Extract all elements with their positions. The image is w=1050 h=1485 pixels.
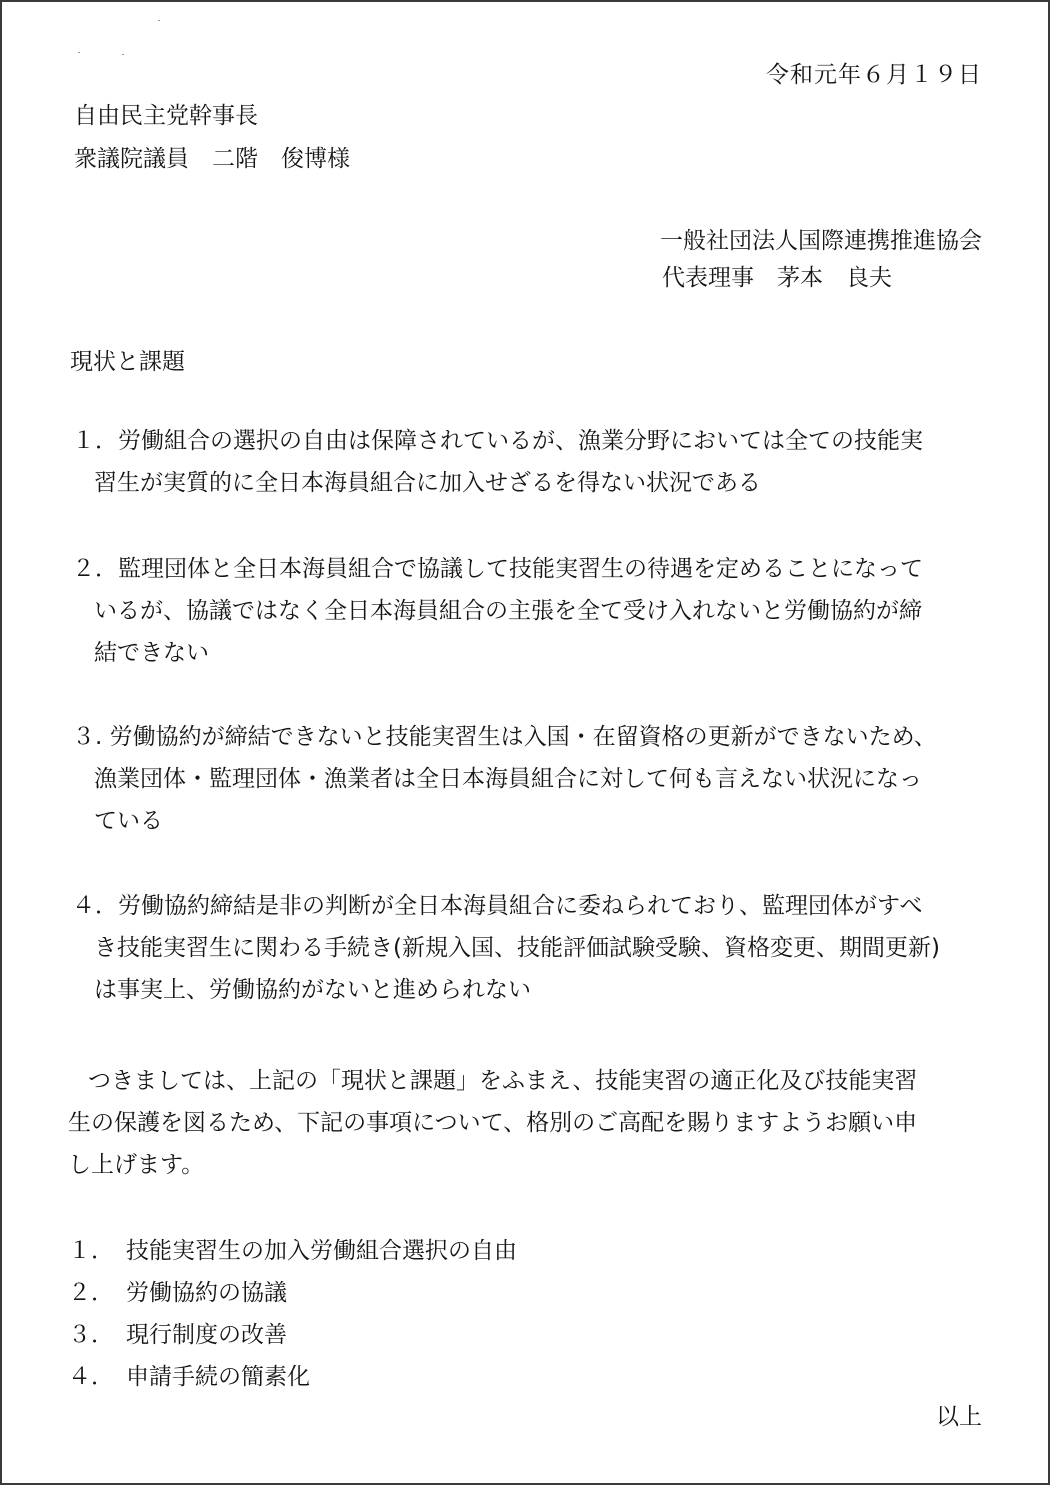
issue-line: は事実上、労働協約がないと進められない (94, 977, 531, 1003)
issue-item-3 (72, 716, 992, 842)
issue-line: き技能実習生に関わる手続き(新規入国、技能評価試験受験、資格変更、期間更新) (94, 935, 940, 961)
issue-line: 漁業団体・監理団体・漁業者は全日本海員組合に対して何も言えない状況になっ (94, 766, 922, 792)
issue-line: いるが、協議ではなく全日本海員組合の主張を全て受け入れないと労働協約が締 (94, 598, 922, 624)
list-number: ２． (68, 1280, 114, 1306)
request-paragraph (68, 1060, 998, 1186)
request-list (68, 1230, 517, 1398)
list-text: 申請手続の簡素化 (126, 1364, 310, 1390)
issue-line: ている (94, 808, 163, 834)
issue-line: ２．監理団体と全日本海員組合で協議して技能実習生の待遇を定めることになって (72, 556, 923, 582)
list-text: 労働協約の協議 (126, 1280, 287, 1306)
issue-item-4 (72, 885, 992, 1011)
request-line: 生の保護を図るため、下記の事項について、格別のご高配を賜りますようお願い申 (68, 1110, 918, 1136)
issue-item-1 (72, 420, 992, 504)
scan-speck (122, 54, 124, 55)
list-item (68, 1314, 517, 1356)
list-text: 技能実習生の加入労働組合選択の自由 (126, 1238, 517, 1264)
request-line: つきましては、上記の「現状と課題」をふまえ、技能実習の適正化及び技能実習 (88, 1068, 918, 1094)
issue-line: １．労働組合の選択の自由は保障されているが、漁業分野においては全ての技能実 (72, 428, 923, 454)
list-item (68, 1230, 517, 1272)
issue-line: ３. 労働協約が締結できないと技能実習生は入国・在留資格の更新ができないため、 (72, 724, 937, 750)
list-text: 現行制度の改善 (126, 1322, 287, 1348)
issue-line: 結できない (94, 640, 209, 666)
list-number: ３． (68, 1322, 114, 1348)
document-date: 令和元年６月１９日 (766, 62, 982, 88)
list-item (68, 1272, 517, 1314)
scan-speck (78, 52, 80, 53)
scan-speck (158, 20, 160, 21)
closing-mark: 以上 (936, 1404, 982, 1430)
issue-line: ４．労働協約締結是非の判断が全日本海員組合に委ねられており、監理団体がすべ (72, 893, 923, 919)
request-line: し上げます。 (68, 1152, 205, 1178)
section-title: 現状と課題 (70, 349, 185, 375)
sender-organization: 一般社団法人国際連携推進協会 (660, 228, 982, 254)
addressee-title: 自由民主党幹事長 (74, 103, 258, 129)
list-item (68, 1356, 517, 1398)
sender-representative: 代表理事 茅本 良夫 (662, 265, 892, 291)
list-number: ４． (68, 1364, 114, 1390)
addressee-name: 衆議院議員 二階 俊博様 (74, 146, 350, 172)
issue-line: 習生が実質的に全日本海員組合に加入せざるを得ない状況である (94, 470, 761, 496)
list-number: １． (68, 1238, 114, 1264)
issue-item-2 (72, 548, 992, 674)
